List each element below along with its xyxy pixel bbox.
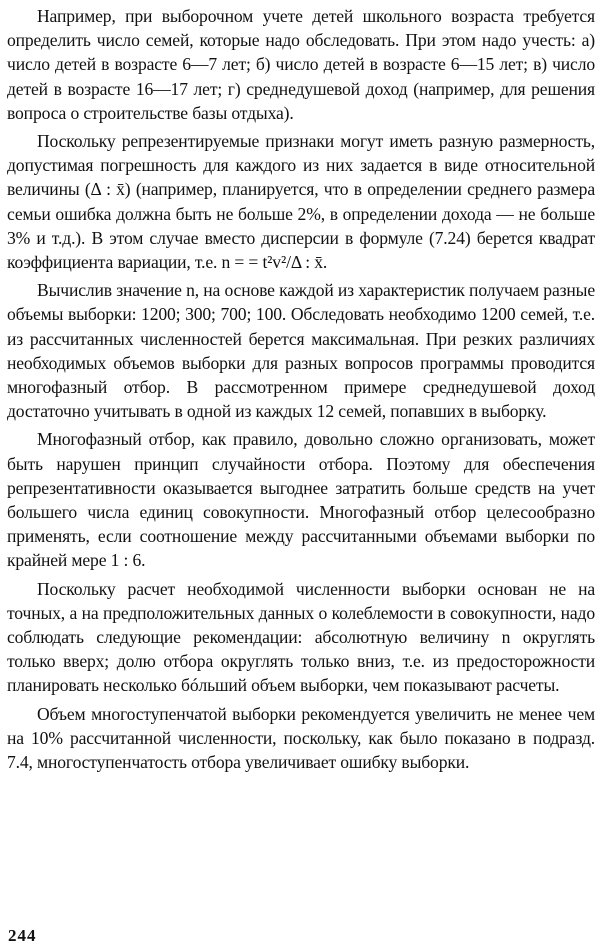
body-text [7,4,595,778]
paragraph-4: Многофазный отбор, как правило, довольно сложно организовать, может быть нарушен принцип случайности отбора. Поэтому для обеспечения репрезентативности оказывается выгоднее затратить больше средств на учет большего числа единиц совокупности. Многофазный отбор целесообразно применять, если соотношение между рассчитанными объемами выборки по крайней мере 1 : 6. [7,429,595,571]
paragraph-1: Например, при выборочном учете детей школьного возраста требуется определить число семей, которые надо обследовать. При этом надо учесть: а) число детей в возрасте 6—7 лет; б) число детей в возрасте 6—15 лет; в) число детей в возрасте 16—17 лет; г) среднедушевой доход (например, для решения вопроса о строительстве базы отдыха). [7,6,595,123]
paragraph-6: Объем многоступенчатой выборки рекомендуется увеличить не менее чем на 10% рассчитанной численности, поскольку, как было показано в подразд. 7.4, многоступенчатость отбора увеличивает ошибку выборки. [7,703,595,773]
paragraph-5: Поскольку расчет необходимой численности выборки основан не на точных, а на предположительных данных о колеблемости в совокупности, надо соблюдать следующие рекомендации: абсолютную величину n округлять только вверх; долю отбора округлять только вниз, т.е. из предосторожности планировать несколько бóльший объем выборки, чем показывают расчеты. [7,578,595,696]
page-number: 244 [8,926,37,945]
paragraph-3: Вычислив значение n, на основе каждой из характеристик получаем разные объемы выборки: 1200; 300; 700; 100. Обследовать необходимо 1200 семей, т.е. из рассчитанных численностей берется максимальная. При резких различиях необходимых объемов выборки для разных вопросов программы проводится многофазный отбор. В рассмотренном примере среднедушевой доход достаточно учитывать в одной из каждых 12 семей, попавших в выборку. [7,280,595,422]
paragraph-2: Поскольку репрезентируемые признаки могут иметь разную размерность, допустимая погрешность для каждого из них задается в виде относительной величины (Δ : x̄) (например, планируется, что в определении среднего размера семьи ошибка должна быть не больше 2%, в определении дохода — не больше 3% и т.д.). В этом случае вместо дисперсии в формуле (7.24) берется квадрат коэффициента вариации, т.е. n = = t²v²/Δ : x̄. [7,131,595,273]
